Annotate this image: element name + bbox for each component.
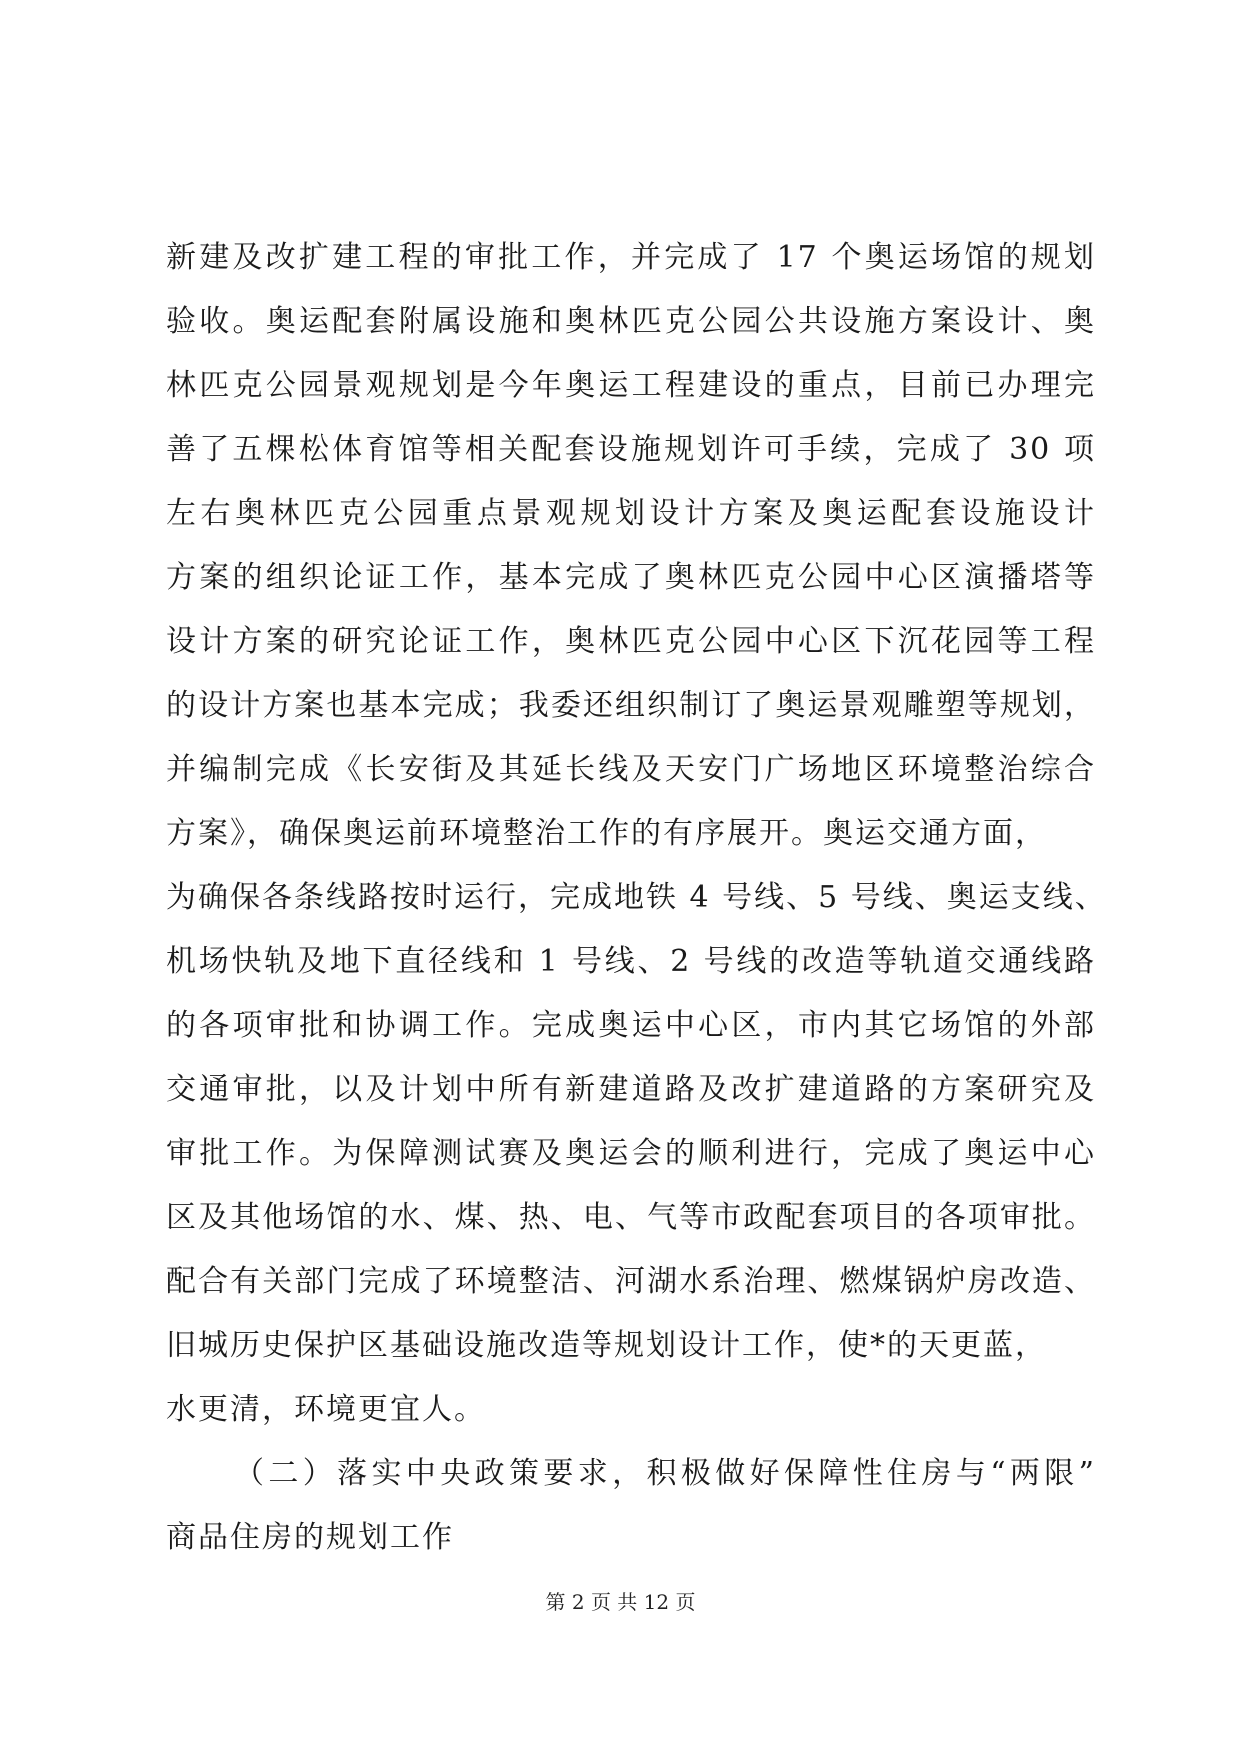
text-line: 新建及改扩建工程的审批工作，并完成了 17 个奥运场馆的规划 [166,240,1096,275]
text-line: 的设计方案也基本完成；我委还组织制订了奥运景观雕塑等规划， [166,688,1096,723]
text-line: 左右奥林匹克公园重点景观规划设计方案及奥运配套设施设计 [166,496,1096,531]
page-footer: 第 2 页 共 12 页 [545,1590,696,1614]
text-line: 审批工作。为保障测试赛及奥运会的顺利进行，完成了奥运中心 [166,1136,1096,1171]
text-line: （二）落实中央政策要求，积极做好保障性住房与“两限” [234,1456,1096,1491]
text-line: 方案的组织论证工作，基本完成了奥林匹克公园中心区演播塔等 [166,560,1096,595]
text-line: 并编制完成《长安街及其延长线及天安门广场地区环境整治综合 [166,752,1096,787]
text-line: 方案》，确保奥运前环境整治工作的有序展开。奥运交通方面， [166,816,1047,851]
text-line: 商品住房的规划工作 [166,1520,454,1555]
text-line: 设计方案的研究论证工作，奥林匹克公园中心区下沉花园等工程 [166,624,1096,659]
text-line: 林匹克公园景观规划是今年奥运工程建设的重点，目前已办理完 [166,368,1096,403]
text-line: 善了五棵松体育馆等相关配套设施规划许可手续，完成了 30 项 [166,432,1096,467]
text-line: 验收。奥运配套附属设施和奥林匹克公园公共设施方案设计、奥 [166,304,1096,339]
text-line: 区及其他场馆的水、煤、热、电、气等市政配套项目的各项审批。 [166,1200,1096,1235]
body-text [166,226,1107,1570]
text-line: 配合有关部门完成了环境整洁、河湖水系治理、燃煤锅炉房改造、 [166,1264,1096,1299]
text-line: 交通审批，以及计划中所有新建道路及改扩建道路的方案研究及 [166,1072,1096,1107]
text-line: 的各项审批和协调工作。完成奥运中心区，市内其它场馆的外部 [166,1008,1096,1043]
text-line: 旧城历史保护区基础设施改造等规划设计工作，使*的天更蓝， [166,1328,1047,1363]
text-line: 为确保各条线路按时运行，完成地铁 4 号线、5 号线、奥运支线、 [166,880,1107,915]
text-line: 水更清，环境更宜人。 [166,1392,486,1427]
text-line: 机场快轨及地下直径线和 1 号线、2 号线的改造等轨道交通线路 [166,944,1096,979]
